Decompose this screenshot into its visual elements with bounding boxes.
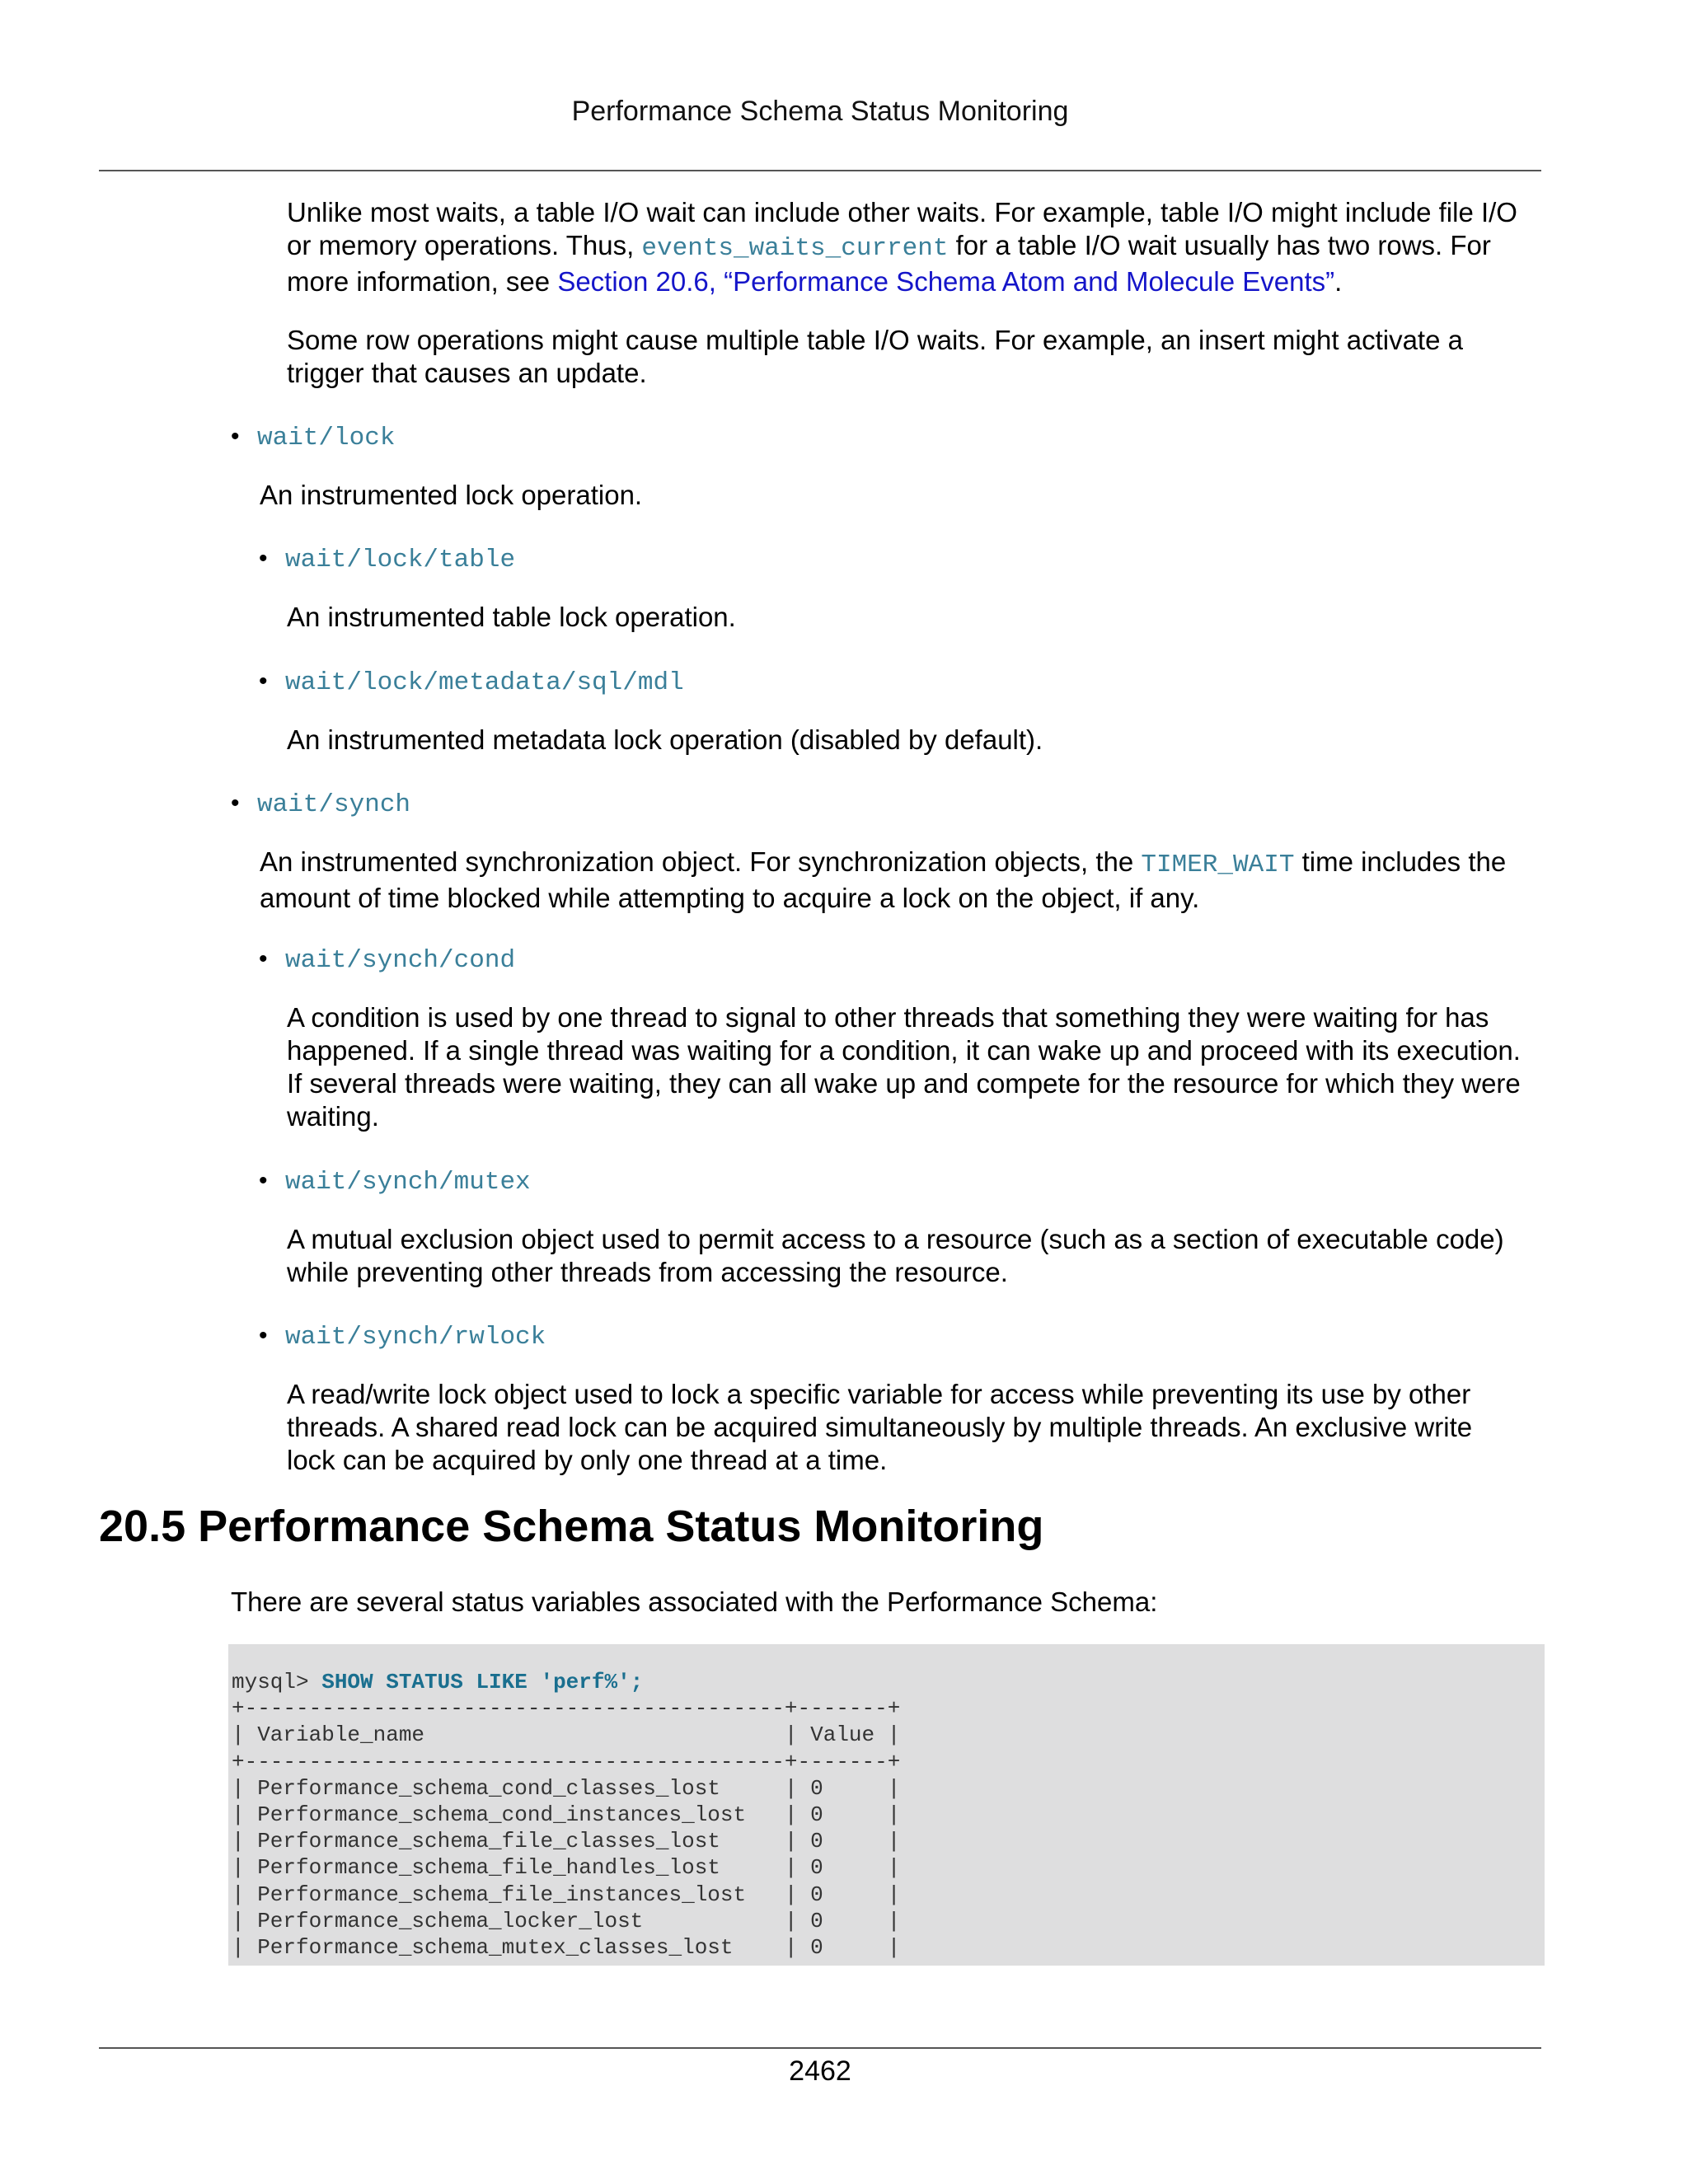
- bullet-dot: •: [259, 668, 268, 695]
- code-line: | Performance_schema_cond_instances_lost | 0 |: [232, 1802, 901, 1828]
- wait-lock-description: An instrumented lock operation.: [260, 480, 643, 510]
- code-events-waits-current: events_waits_current: [641, 234, 949, 263]
- code-line: | Performance_schema_cond_classes_lost | 0 |: [232, 1775, 901, 1801]
- bullet-dot: •: [259, 1322, 268, 1349]
- code-wait-synch-rwlock: wait/synch/rwlock: [285, 1323, 546, 1352]
- desc-line: A mutual exclusion object used to permit access to a resource (such as a section of executable code): [287, 1224, 1504, 1254]
- bullet-wait-synch: [231, 785, 410, 822]
- bullet-dot: •: [231, 790, 240, 817]
- code-line: +------------------------------------------+-------+: [232, 1696, 901, 1722]
- code-wait-lock: wait/lock: [257, 424, 396, 452]
- running-header: Performance Schema Status Monitoring: [571, 96, 1069, 127]
- code-timer-wait: TIMER_WAIT: [1141, 851, 1295, 879]
- bullet-wait-synch-cond: [259, 941, 515, 977]
- code-wait-lock-table: wait/lock/table: [285, 546, 516, 574]
- intro-paragraph-2: [287, 324, 1463, 390]
- wait-lock-mdl-description: An instrumented metadata lock operation (disabled by default).: [287, 724, 1043, 755]
- footer-rule: [99, 2047, 1541, 2049]
- code-wait-synch-mutex: wait/synch/mutex: [285, 1168, 531, 1197]
- bullet-wait-lock-table: [259, 541, 515, 577]
- bullet-wait-synch-mutex: [259, 1163, 531, 1199]
- code-wait-lock-mdl: wait/lock/metadata/sql/mdl: [285, 668, 684, 697]
- bullet-dot: •: [259, 945, 268, 972]
- bullet-dot: •: [231, 423, 240, 450]
- desc-line: [260, 846, 1506, 882]
- desc-line: lock can be acquired by only one thread at a time.: [287, 1445, 888, 1475]
- code-command: SHOW STATUS LIKE 'perf%';: [321, 1670, 644, 1694]
- desc-line: threads. A shared read lock can be acquired simultaneously by multiple threads. An exclusive write: [287, 1412, 1473, 1442]
- section-link[interactable]: Section 20.6, “Performance Schema Atom and Molecule Events”: [557, 266, 1335, 297]
- intro-line: Some row operations might cause multiple table I/O waits. For example, an insert might activate a: [287, 325, 1463, 355]
- desc-line: A read/write lock object used to lock a specific variable for access while preventing its use by other: [287, 1379, 1471, 1409]
- code-line: | Performance_schema_locker_lost | 0 |: [232, 1908, 901, 1933]
- text-span: An instrumented synchronization object. For synchronization objects, the: [260, 846, 1142, 877]
- text-span: for a table I/O wait usually has two rows. For: [948, 230, 1491, 260]
- intro-line: Unlike most waits, a table I/O wait can include other waits. For example, table I/O might include file I/O: [287, 197, 1517, 227]
- desc-line: If several threads were waiting, they can all wake up and compete for the resource for which they were: [287, 1068, 1521, 1099]
- desc-line: happened. If a single thread was waiting for a condition, it can wake up and proceed with its execution.: [287, 1035, 1521, 1066]
- text-span: or memory operations. Thus,: [287, 230, 642, 260]
- code-line: | Performance_schema_file_handles_lost | 0 |: [232, 1855, 901, 1881]
- header-rule: [99, 170, 1541, 171]
- code-wait-synch: wait/synch: [257, 790, 411, 819]
- intro-line: [287, 265, 1517, 298]
- intro-paragraph-1: [287, 196, 1517, 298]
- code-line: | Performance_schema_mutex_classes_lost | 0 |: [232, 1935, 901, 1961]
- code-wait-synch-cond: wait/synch/cond: [285, 946, 516, 975]
- code-line: +------------------------------------------+-------+: [232, 1749, 901, 1774]
- code-line: | Performance_schema_file_classes_lost | 0 |: [232, 1829, 901, 1854]
- bullet-wait-lock-mdl: [259, 663, 684, 700]
- bullet-wait-synch-rwlock: [259, 1318, 546, 1354]
- desc-line: amount of time blocked while attempting to acquire a lock on the object, if any.: [260, 883, 1200, 913]
- intro-line: trigger that causes an update.: [287, 358, 647, 388]
- desc-line: A condition is used by one thread to signal to other threads that something they were waiting for has: [287, 1002, 1489, 1033]
- bullet-dot: •: [259, 545, 268, 572]
- wait-synch-description: [260, 846, 1506, 915]
- desc-line: waiting.: [287, 1101, 379, 1132]
- page-number: 2462: [789, 2055, 851, 2087]
- bullet-dot: •: [259, 1167, 268, 1194]
- wait-synch-rwlock-description: [287, 1378, 1472, 1477]
- bullet-wait-lock: [231, 419, 395, 455]
- code-line: | Variable_name | Value |: [232, 1722, 901, 1748]
- code-block: [228, 1644, 1545, 1966]
- section-intro: There are several status variables associated with the Performance Schema:: [231, 1586, 1158, 1617]
- wait-lock-table-description: An instrumented table lock operation.: [287, 602, 736, 632]
- wait-synch-cond-description: [287, 1001, 1521, 1133]
- code-line: | Performance_schema_file_instances_lost | 0 |: [232, 1882, 901, 1907]
- text-span: time includes the: [1294, 846, 1507, 877]
- text-span: more information, see: [287, 266, 558, 297]
- section-title: 20.5 Performance Schema Status Monitoring: [99, 1502, 1044, 1551]
- intro-line: [287, 229, 1517, 265]
- desc-line: while preventing other threads from accessing the resource.: [287, 1257, 1008, 1287]
- text-span: .: [1334, 266, 1343, 297]
- code-prompt: mysql>: [232, 1670, 322, 1694]
- wait-synch-mutex-description: [287, 1223, 1504, 1289]
